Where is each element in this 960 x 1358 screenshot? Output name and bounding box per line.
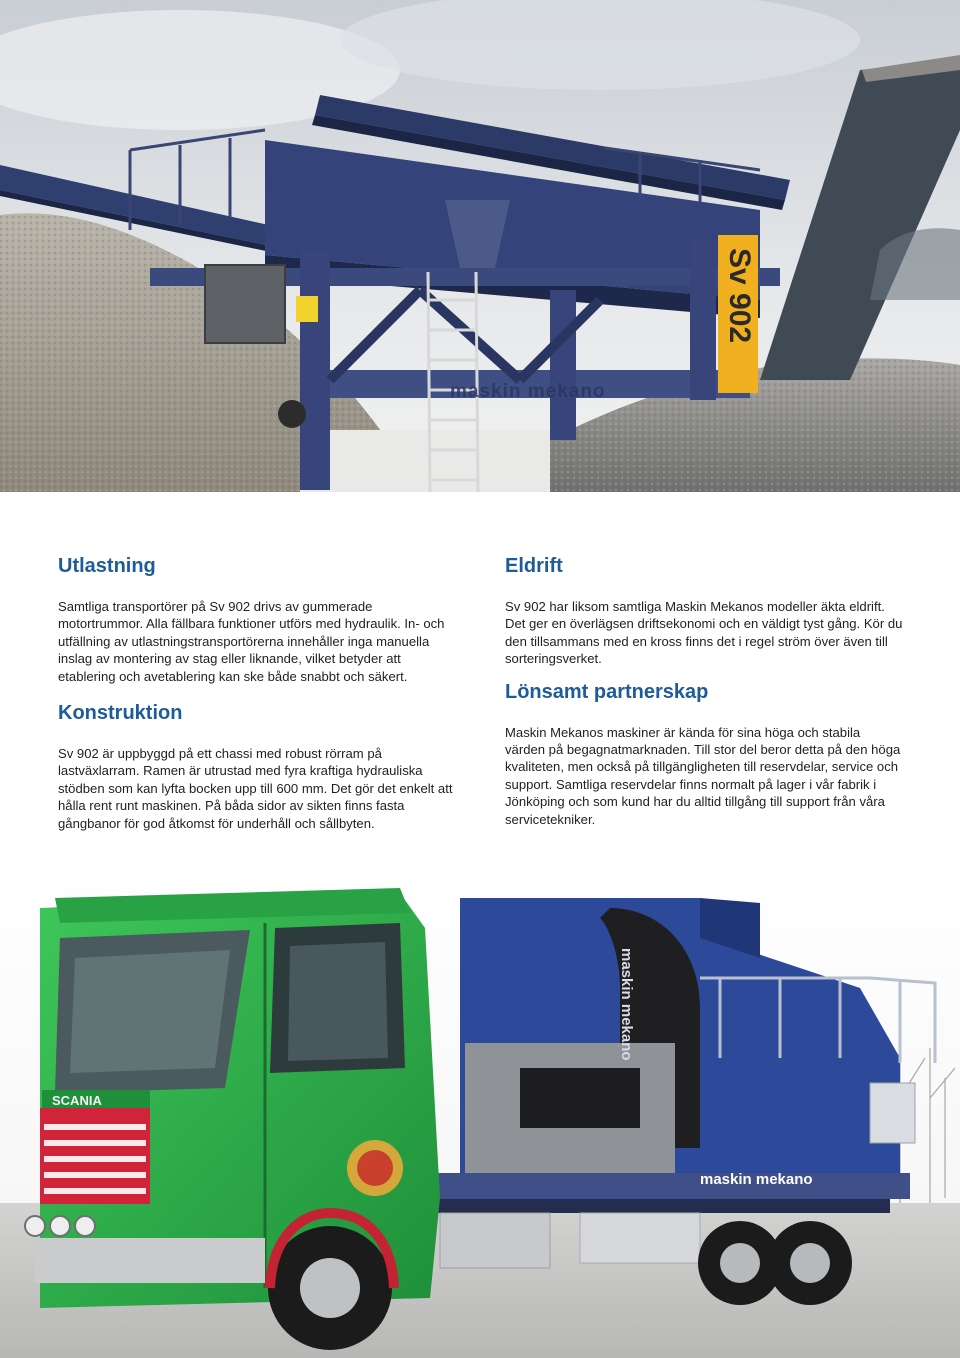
truck-illustration (0, 868, 960, 1358)
left-text-column (58, 552, 458, 832)
model-label-machine: Sv 902 (723, 248, 756, 344)
body-lonsamt-partnerskap: Maskin Mekanos maskiner är kända för sina höga och stabila värden på begagnatmarknaden. Till stor del beror detta på den höga kvaliteten, men också på tillgängligheten till reservdelar, service och support. Samtliga reservdelar finns normalt på lager i vår fabrik i Jönköping och som kund har du alltid tillgång till support från våra servicetekniker. (505, 724, 901, 827)
bottom-photo-truck (0, 868, 960, 1358)
heading-eldrift: Eldrift (505, 555, 563, 577)
brand-label-side: maskin mekano (700, 1171, 813, 1188)
heading-konstruktion: Konstruktion (58, 702, 183, 725)
heading-utlastning: Utlastning (58, 555, 156, 577)
machine-illustration (0, 0, 960, 492)
right-text-column (505, 552, 903, 828)
heading-lonsamt-partnerskap: Lönsamt partnerskap (505, 680, 709, 703)
body-konstruktion: Sv 902 är uppbyggd på ett chassi med robust rörram på lastväxlarram. Ramen är utrustad med fyra kraftiga hydrauliska stödben som kan lyfta bocken upp till 600 mm. Det gör det enkelt att hålla rent runt maskinen. På båda sidor av sikten finns fasta gångbanor för god åtkomst för underhåll och sållbyten. (58, 746, 453, 831)
top-photo-screening-machine (0, 0, 960, 492)
body-eldrift: Sv 902 har liksom samtliga Maskin Mekanos modeller äkta eldrift. Det ger en överlägsen driftsekonomi och en väldigt tyst gång. Kör du den tillsammans med en kross finns det i regel ström över även till sorteringsverket. (505, 599, 903, 667)
truck-badge: SCANIA (52, 1093, 102, 1108)
body-utlastning: Samtliga transportörer på Sv 902 drivs av gummerade motortrummor. Alla fällbara funktioner utförs med hydraulik. In- och utfällning av utlastningstransportörerna innehåller inga manuella inslag av montering av stag eller liknande, vilket betyder att etablering och avetablering kan ske både snabbt och säkert. (58, 599, 445, 684)
brand-label-machine: maskin mekano (450, 381, 606, 402)
brand-label-vertical: maskin mekano (618, 948, 635, 1061)
